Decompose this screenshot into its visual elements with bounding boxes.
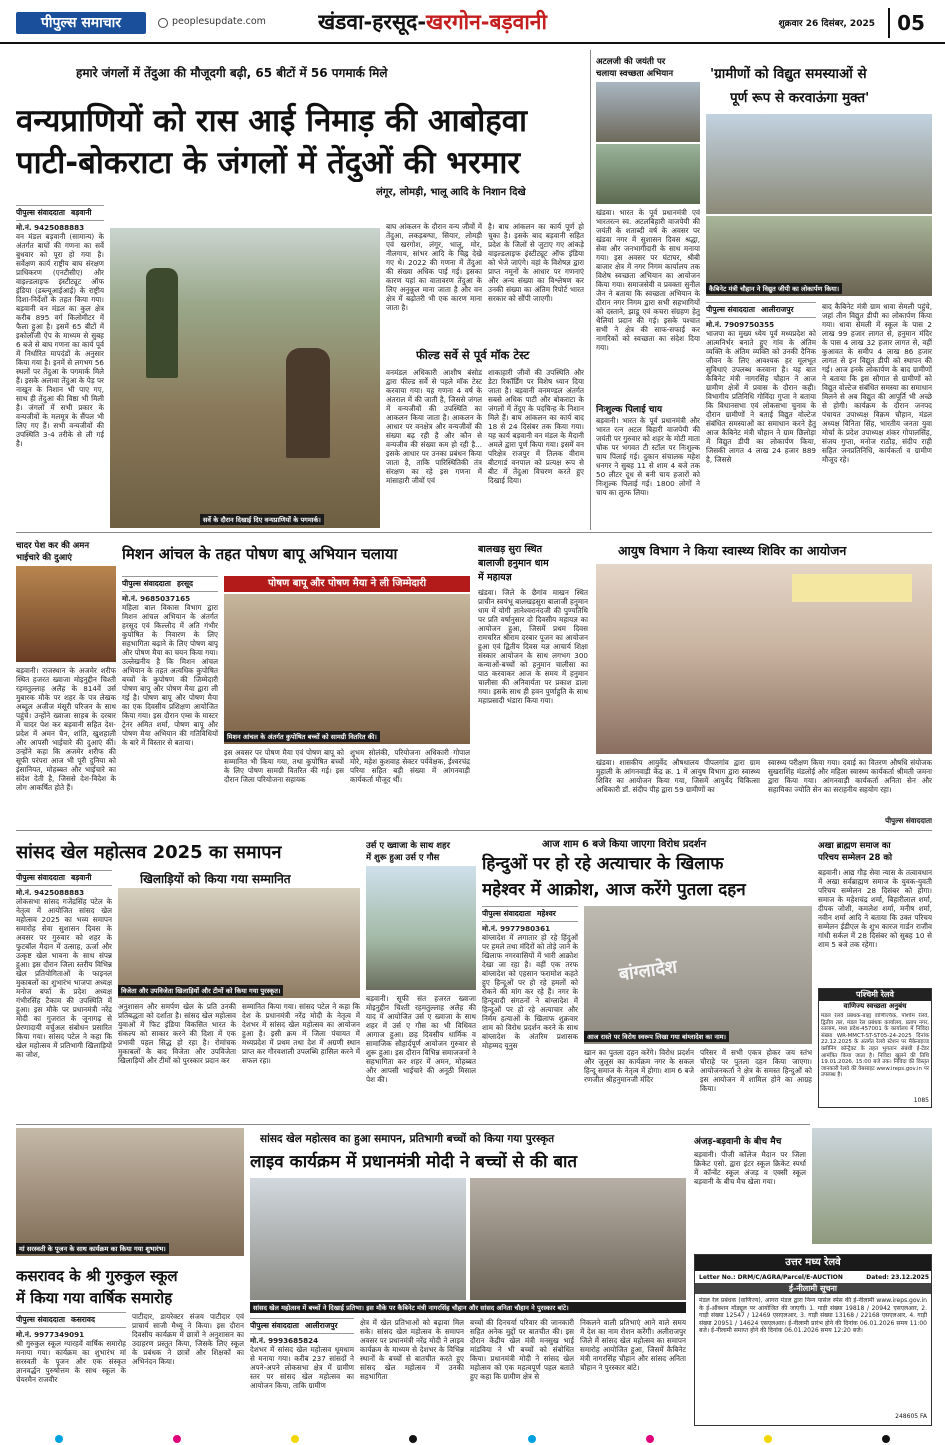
hindu-road-text: बांग्लादेश [617, 956, 679, 986]
hindu-byline: पीपुल्स संवाददाता महेश्वर [482, 906, 578, 922]
ayush-body: खंडवा। शासकीय आयुर्वेद औषधालय पीपलगांव द्वारा ग्राम मुहाली के आंगनवाड़ी केंद्र क्र. 1 में आयुष विभाग द्वारा स्वास्थ्य शिविर का आयोजन किया गया, जिसमें आयुर्वेद चिकित्सा अधिकारी डॉ. संदीप पीह द्वारा 59 ग्रामीणों का [596, 758, 760, 794]
live-body-1: देशभर में सांसद खेल महोत्सव धूमधाम से मनाया गया। करीब 237 सांसदों ने अपने-अपने लोकसभा क्षेत्र में ग्रामीण स्तर पर सांसद खेल महोत्सव का आयोजन किया, ताकि ग्रामीण [250, 1345, 354, 1390]
lead-photo-forest [110, 228, 380, 528]
lead-photo-officer-2 [286, 348, 330, 458]
railway-ad1-title: पश्चिमी रेलवे [819, 989, 931, 1001]
live-headline: लाइव कार्यक्रम में प्रधानमंत्री मोदी ने बच्चों से की बात [250, 1152, 578, 1172]
balkhad-headline-3: में महायज्ञ [478, 572, 512, 583]
registration-mark [646, 1435, 654, 1443]
live-photo-1 [250, 1178, 466, 1300]
registration-mark [528, 1435, 536, 1443]
ayush-photo-numbers [792, 574, 912, 602]
ayush-photo [596, 564, 932, 754]
ayush-body-2: स्वास्थ्य परीक्षण किया गया। दवाई का वितरण औषधि संयोजक सुखराशिंह मंडलोई और महिला स्वास्थ्य कार्यकर्ता श्रीमती जमना द्वारा किया गया। आंगनवाड़ी कार्यकर्ता अनिता सेन और सहायिका ज्योति सेन का सराहनीय सहयोग रहा। [768, 758, 932, 794]
hindu-kicker: आज शाम 6 बजे किया जाएगा विरोध प्रदर्शन [542, 839, 707, 850]
sansad-photo [118, 888, 360, 998]
kasrawad-headline-2: में किया गया वार्षिक समारोह [16, 1289, 173, 1307]
lead-col-5 [386, 368, 482, 528]
lead-mobile: मो.नं. 9425088883 [16, 223, 85, 232]
live-photo-caption: सांसद खेल महोत्सव में बच्चों ने दिखाई प्रतिभा। इस मौके पर कैबिनेट मंत्री नागरसिंह चौहान और सांसद अनिता चौहान ने पुरस्कार बांटे। [250, 1302, 686, 1313]
balkhad-headline-1: बालखड़ सुरा स्थित [478, 544, 543, 555]
lead-body-4: वनमंडल अधिकारी आशीष बंसोड द्वारा फील्ड सर्वे से पहले मॉक टेस्ट करवाया गया। यह गणना 4 वर्ष के अंतराल में की जाती है, जिससे जंगल में वन्यजीवों की उपस्थिति का आकलन किया जाता है। आकलन के आधार पर वनक्षेत्र और वन्यजीवों की संख्या बढ़ रही है और कौन से वन्यजीव की संख्या कम हो रही है... इसके आधार पर उनका प्रबंधन किया जाता है, ताकि पारिस्थितिकी तंत्र संरक्षण का रहे इस गणना में मांसाहारी जीवों एवं [386, 368, 482, 485]
gramin-headline-1: 'ग्रामीणों को विद्युत समस्याओं से [710, 66, 867, 82]
hindu-story [482, 834, 812, 1120]
gramin-story [706, 50, 932, 530]
masthead [0, 0, 945, 44]
chadar-body: बड़वानी। राजस्थान के अजमेर शरीफ स्थित हजरत ख्वाजा मोइनुद्दीन चिश्ती रहमतुल्लाह अलैह के 814वें उर्स मुबारक मौके पर शहर के पत्र लेखक अब्दुल अजीज मंसूरी परिजन के साथ पहुंचे। उन्होंने ख्वाजा साहब के दरबार में चादर पेश कर बड़वानी सहित देश-प्रदेश में अमन चैन, शांति, खुशहाली और आपसी भाईचारे की दुआएं कीं। उन्होंने कहा कि अजमेर शरीफ की सूफी परंपरा आज भी पूरी दुनिया को इंसानियत, मोहब्बत और भाईचारे का संदेश देती है, जिससे देश-विदेश के लोग आकर्षित होते हैं। [16, 666, 116, 792]
mission-photo [224, 594, 470, 744]
sansad-byline: पीपुल्स संवाददाता बड़वानी [16, 870, 112, 886]
railway-ad1-body: मंडल रेलवे प्रबंधक-बाह्य वाणिज्यिक, पश्चिम रेलवे, द्वितीय तल, मंडल रेल प्रबंधक कार्यालय, प्रताप नगर, रतलाम, मध्य प्रदेश-457001 के कार्यालय में निविदा संख्या WR-MMCT-ST-ST05-24-2025 दिनांक 22.12.2025 के अंतर्गत रेलवे स्टेशन पर मैकेनाइज्ड क्लीनिंग कॉन्ट्रैक्ट के तहत भुगतान संबंधी ई-टेंडर आमंत्रित किया जाता है। निविदा खुलने की तिथि 19.01.2026, 15:00 बजे तक। निविदा की विस्तृत जानकारी रेलवे की वेबसाइट www.ireps.gov.in पर उपलब्ध है। [821, 1013, 929, 1079]
live-mobile: मो.नं. 9993685824 [250, 1336, 319, 1345]
lead-body-1: वन मंडल बड़वानी (सामान्य) के अंतर्गत बाघों की गणना का सर्वे बुधवार को पूरा हो गया है। सर्वेक्षण कार्य राष्ट्रीय बाघ संरक्षण प्राधिकरण (एनटीसीए) और वाइल्डलाइफ इंस्टीट्यूट ऑफ इंडिया (डब्ल्यूआईआई) के राष्ट्रीय दिशा-निर्देशों के तहत किया गया। बड़वानी वन मंडल का कुल क्षेत्र करीब 895 वर्ग किलोमीटर में फैला हुआ है। इसमें 65 बीटों में इकोलॉजी ऐप के माध्यम से सुबह 6 बजे से बाघ गणना का कार्य पूर्व में निर्धारित मापदंडों के अनुसार किया गया है। इनमें से लगभग 56 स्थलों पर तेंदुआ के पगमार्क मिले हैं। इसके अलावा तेंदुआ के पेड़ पर नाखून के निशान भी पाए गए, साथ ही तेंदुआ की विष्ठा भी मिली है। जंगलों में सभी प्रकार के वन्यजीवों के मलमूत्र के सैंपल भी लिए गए हैं। सभी वन्यजीवों की उपस्थिति 3-4 तरीके से ली गई है। [16, 232, 104, 448]
lead-col-4 [488, 222, 584, 356]
railway-ad2-dated: Dated: 23.12.2025 [866, 1274, 929, 1281]
urs-photo [366, 866, 476, 990]
hindu-body-1: बांग्लादेश में लगातार हो रहे हिंदुओं पर हमले तथा मंदिरों को तोड़े जाने के खिलाफ नगरवासियों में भारी आक्रोश देखा जा रहा है। वहीं एक तरफ बांग्लादेश को एहसान फरामोश कहते हुए हिन्दूओं पर हो रहे हमलों को रोकने की मांग कर रहे हैं। नगर के हिन्दूवादी संगठनों ने बांग्लादेश में हिन्दूओं पर हो रहे अत्याचार और निर्मम हत्याओं के खिलाफ शुक्रवार शाम को विरोध प्रदर्शन करने के साथ बांग्लादेश के अंतरिम प्रशासक मोहम्मद यूनुस [482, 933, 578, 1050]
hindu-headline-2: महेश्वर में आक्रोश, आज करेंगे पुतला दहन [482, 880, 746, 900]
anjad-photo [812, 1128, 932, 1244]
kasrawad-headline-1: कसरावद के श्री गुरुकुल स्कूल [16, 1267, 178, 1285]
urs-body: बड़वानी। सूफी संत हजरत ख्वाजा मोइनुद्दीन चिश्ती रहमतुल्लाह अलैह की याद में आयोजित उर्स ए ख्वाजा के साथ शहर में उर्स ए गौस का भी विधिवत आगाज हुआ। छह दिवसीय धार्मिक व सामाजिक सौहार्दपूर्ण आयोजन गुरुवार से शुरू हुआ। इस दौरान विभिन्न समाजजनों ने सहभागिता कर शहर में अमन, मोहब्बत और आपसी भाईचारे की अनूठी मिसाल पेश की। [366, 994, 476, 1084]
lead-headline-2: पाटी-बोकराटा के जंगलों में तेंदुओं की भरमार [16, 145, 521, 181]
railway-ad-western [818, 988, 932, 1108]
brahmin-headline-1: अखा ब्राह्मण समाज का [818, 841, 891, 851]
divider-horizontal-2 [16, 830, 932, 831]
masthead-date: शुक्रवार 26 दिसंबर, 2025 [778, 19, 875, 29]
ayush-story [596, 536, 932, 826]
lead-photo-caption: सर्वे के दौरान दिखाई दिए वन्यप्राणियों के पगमार्क। [200, 514, 324, 525]
registration-mark [882, 1435, 890, 1443]
ayush-headline: आयुष विभाग ने किया स्वास्थ्य शिविर का आयोजन [618, 543, 847, 558]
hindu-body-3: परिसर में सभी एकत्र होकर जय स्तंभ चौराहे पर पुतला दहन किया जाएगा। आयोजनकर्ता ने क्षेत्र के समस्त हिन्दुओं को इस आयोजन में शामिल होने का आग्रह किया। [700, 1048, 812, 1093]
lead-subhead: लंगूर, लोमड़ी, भालू आदि के निशान दिखे [376, 187, 526, 198]
mission-mobile: मो.नं. 9685037165 [122, 594, 191, 603]
anjad-story [694, 1134, 806, 1252]
railway-ad2-body: मंडल रेल प्रबंधक (वाणिज्य), आगरा मंडल द्वारा निम्न पार्सल स्पेस की ई-नीलामी www.ireps.gov.in के ई-ऑक्शन मॉड्यूल पर आयोजित की जाएगी। 1. गाड़ी संख्या 19818 / 20942 एसएलआर, 2. गाड़ी संख्या 12547 / 12469 एसएलआर, 3. गाड़ी संख्या 13168 / 22168 एसएलआर, 4. गाड़ी संख्या 20951 / 14624 एसएलआर। ई-नीलामी प्रारंभ होने की दिनांक 06.01.2026 समय 11:00 बजे। ई-नीलामी समाप्त होने की दिनांक 06.01.2026 समय 12:20 बजे। [699, 1297, 927, 1335]
mission-body-1: महिला बाल विकास विभाग द्वारा मिशन आंचल अभियान के अंतर्गत हरसूद एवं किल्लौद में अति गंभीर कुपोषित के निवारण के लिए सहभागिता बढ़ाने के लिए पोषण बापू और पोषण मैया का चयन किया गया। उल्लेखनीय है कि मिशन आंचल अभियान के तहत अत्यधिक कुपोषित बच्चों के कुपोषण की जिम्मेदारी पोषण बापू और पोषण मैया द्वारा ली गई है। पोषण बापू और पोषण मैया का एक दिवसीय प्रशिक्षण आयोजित किया गया। इस दौरान एम्स के मास्टर ट्रेनर अमित शर्मा, पोषण बापू और पोषण मैया अभियान की गतिविधियों के बारे में विस्तार से बताया। [122, 603, 218, 747]
atal-body-2: बड़वानी। भारत के पूर्व प्रधानमंत्री और भारत रत्न अटल बिहारी वाजपेयी की जयंती पर गुरुवार को शहर के मोटी माता चौक पर भगवत टी स्टॉल पर निःशुल्क चाय पिलाई गई। दुकान संचालक महेश धनगर ने सुबह 11 से शाम 4 बजे तक 50 लीटर दूध से बनी चाय हजारों को निःशुल्क पिलाई गई। 1800 लोगों ने चाय का लुत्फ लिया। [596, 416, 700, 497]
page-number: 05 [888, 8, 932, 38]
ayush-byline: पीपुल्स संवाददाता [885, 816, 932, 825]
sansad-headline: सांसद खेल महोत्सव 2025 का समापन [16, 842, 282, 863]
divider-horizontal-1 [16, 532, 932, 533]
divider-horizontal-3 [16, 1124, 810, 1125]
sansad-mobile: मो.नं. 9425088883 [16, 888, 85, 897]
kasrawad-body-1: श्री गुरुकुल स्कूल ग्यारहवें वार्षिक समारोह मनाया गया। कार्यक्रम का शुभारंभ मां सरस्वती के पूजन और एक संस्कृत ज्ञानवर्द्धन पुरुषोत्तम के साथ स्कूल के चेयरमैन राजवीर [16, 1339, 126, 1384]
lead-col-1 [16, 205, 104, 525]
brahmin-story [818, 834, 932, 984]
registration-mark [409, 1435, 417, 1443]
chadar-headline-2: भाईचारे की दुआएं [16, 553, 72, 563]
sansad-subhead: खिलाड़ियों को किया गया सम्मानित [140, 872, 291, 886]
hindu-photo-caption: आज रास्ते पर विरोध स्वरूप लिखा गया बांग्लादेश का नाम। [584, 1031, 729, 1042]
registration-mark [55, 1435, 63, 1443]
mission-body-3: शुभम सोलंकी, परियोजना अधिकारी गोपाल मोरे, महेश कुशवाह सेक्टर पर्यवेक्षक, ईश्वरचंद्र परिया सहित बड़ी संख्या में आंगनवाड़ी कार्यकर्ता मौजूद थीं। [350, 748, 470, 784]
mission-story [122, 536, 470, 826]
live-kicker: सांसद खेल महोत्सव का हुआ समापन, प्रतिभागी बच्चों को किया गया पुरस्कृत [260, 1133, 555, 1145]
kasrawad-mobile: मो.नं. 9977349091 [16, 1330, 85, 1339]
live-body-2: क्षेत्र में खेल प्रतिभाओं को बढ़ावा मिल सके। सांसद खेल महोत्सव के समापन अवसर पर प्रधानमंत्री नरेंद्र मोदी ने लाइव कार्यक्रम के माध्यम से देशभर के विभिन्न स्थानों के बच्चों से बातचीत करते हुए सांसद खेल महोत्सव में उनकी सहभागिता [360, 1318, 464, 1381]
urs-story [366, 834, 476, 1120]
kasrawad-col-1 [16, 1312, 126, 1424]
mission-photo-caption: मिशन आंचल के अंतर्गत कुपोषित बच्चों को सामग्री वितरित की। [224, 731, 380, 742]
anjad-body: बड़वानी। पीजी कॉलेज मैदान पर जिला क्रिकेट एसो. द्वारा इंटर स्कूल क्रिकेट स्पर्धा में कॉन्वेंट स्कूल अंजड़ व एक्सी स्कूल बड़वानी के बीच मैच खेला गया। [694, 1150, 806, 1186]
lead-body-3: है। बाघ आंकलन का कार्य पूर्ण हो चुका है। इसके बाद बड़वानी सहित प्रदेश के जिलों से जुटाए गए आंकड़े वाइल्डलाइफ इंस्टीट्यूट ऑफ इंडिया को भेजे जाएंगे। वहां के विशेषज्ञ द्वारा प्राप्त नमूनों के आधार पर गणनाएं और अन्य संख्या का विश्लेषण कर उनकी संख्या का अंतिम रिपोर्ट भारत सरकार को सौंपी जाएगी। [488, 222, 584, 303]
gramin-byline: पीपुल्स संवाददाता आलीराजपुर [706, 302, 816, 318]
lead-byline: पीपुल्स संवाददाता बड़वानी [16, 205, 104, 221]
brahmin-headline-2: परिचय सम्मेलन 28 को [818, 853, 893, 863]
hindu-mobile: मो.नं. 9977980361 [482, 924, 551, 933]
gramin-photo-top [706, 114, 932, 214]
lead-headline-1: वन्यप्राणियों को रास आई निमाड़ की आबोहवा [16, 103, 527, 139]
globe-icon [158, 18, 168, 28]
gramin-col-1 [706, 302, 816, 530]
sansad-body-3: सम्मानित किया गया। सांसद पटेल ने कहा कि देश के प्रधानमंत्री नरेंद्र मोदी के नेतृत्व में देशभर में सांसद खेल महोत्सव का आयोजन हुआ है। इसी क्रम में जिला पंचायत में मध्यप्रदेश में प्रथम तथा देश में अग्रणी स्थान प्राप्त कर गौरवशाली उपलब्धि हासिल करने में सफल रहा। [242, 1002, 360, 1065]
edition-part-1: खंडवा-हरसूद- [318, 10, 427, 34]
mission-redbar: पोषण बापू और पोषण मैया ने ली जिम्मेदारी [224, 576, 470, 592]
hindu-body-2: खान का पुतला दहन करेंगे। विरोध प्रदर्शन और जुलूस का कार्यक्रम नगर के सकल हिन्दू समाज के नेतृत्व में होगा। शाम 6 बजे रणजीत श्रीहनुमानजी मंदिर [584, 1048, 694, 1084]
urs-headline-1: उर्स ए ख्वाजा के साथ शहर [366, 841, 451, 851]
lead-body-2: बाघ आंकलन के दौरान वन्य जीवों में तेंदुआ, लकड़बग्घा, सियार, लोमड़ी एवं खरगोश, लंगूर, भालू, मोर, नीलगाय, सांभर आदि के चिह्न देखे गए थे। 2022 की गणना में तेंदुआ की संख्या अधिक पाई गई। इसका कारण यहां का वातावरण तेंदुआ के लिए अनुकूल माना जाता है और वन क्षेत्र में बढ़ोतरी भी एक कारण माना जाता है। [386, 222, 482, 312]
railway-ad2-letter: Letter No.: DRM/C/AGRA/Parcel/E-AUCTION [699, 1274, 843, 1281]
kasrawad-byline: पीपुल्स संवाददाता कसरावद [16, 1312, 126, 1328]
hindu-col-1 [482, 906, 578, 1120]
edition-title [318, 6, 678, 38]
urs-headline-2: में शुरू हुआ उर्स ए गौस [366, 853, 440, 863]
lead-body-5: शाकाहारी जीवों की उपस्थिति और डेटा रिकॉर्डिंग पर विशेष ध्यान दिया जाता है। बड़वानी वनमण्डल अंतर्गत सबसे अधिक पाटी और बोकराटा के जंगलों में तेंदुए के पदचिन्ह के निशान मिले हैं। बाघ आंकलन का कार्य बाद 18 से 24 दिसंबर तक किया गया। यह कार्य बड़वानी वन मंडल के मैदानी अमले द्वारा पूर्ण किया गया। इसमें वन परिक्षेत्र राजपुर में तिलक वीराम बीटगार्ड वनपाल को प्रत्यक्ष रूप से बीट में तेंदुआ विचरण करते हुए दिखाई दिया। [488, 368, 584, 485]
atal-kicker-2: चलाया स्वच्छता अभियान [596, 69, 674, 79]
chadar-photo [16, 566, 116, 662]
live-body-3: बच्चों की दिनचर्या परिवार की जानकारी सहित अनेक मुद्दों पर बातचीत की। इस दौरान केंद्रीय खेल मंत्री मनसुख भाई मांडविया ने भी बच्चों को संबोधित किया। प्रधानमंत्री मोदी ने सांसद खेल महोत्सव को एक महत्वपूर्ण पहल बताते हुए कहा कि ग्रामीण क्षेत्र से [470, 1318, 574, 1381]
railway-ad1-subtitle: वाणिज्य स्वच्छता अनुबंध [843, 1002, 907, 1010]
live-byline: पीपुल्स संवाददाता आलीराजपुर [250, 1318, 354, 1334]
mission-body-2: इस अवसर पर पोषण मैया एवं पोषण बापू को सम्मानित भी किया गया, तथा कुपोषित बच्चों के लिए पोषण सामग्री वितरित की गई। इस दौरान जिला परियोजना सहायक [224, 748, 344, 784]
gramin-body-2: बाद कैबिनेट मंत्री ग्राम धावा सेमली पहुंचे, जहां तीन विद्युत डीपी का लोकार्पण किया गया। धावा सेमली में स्कूल के पास 2 लाख 99 हजार लागत से, हनुमान मंदिर के पास 4 लाख 32 हजार लागत से, वहीं कुआवत के समीप 4 लाख 86 हजार लागत से इन विद्युत डीपी को स्थापन की गई। आज इनके लोकार्पण के बाद ग्रामीणों ने बताया कि इस सौगात से ग्रामीणों को विद्युत वोल्टेज संबंधित समस्या का समाधान मिलने से अब विद्युत की आपूर्ति भी अच्छे से होगी। कार्यक्रम के दौरान जनपद पंचायत उपाध्यक्ष विक्रम चौहान, मंडल अध्यक्ष विनिता सिंह, भारतीय जनता युवा मोर्चा के प्रदेश उपाध्यक्ष शंकर गोपालसिंह, संजय गुप्ता, मनोज राठौड़, संदीप राही सहित जनप्रतिनिधि, कार्यकर्ता व ग्रामीण मौजूद रहे। [822, 302, 932, 464]
atal-story [596, 50, 700, 530]
atal-photo-2 [596, 144, 700, 204]
railway-ad2-subtitle: ई-नीलामी सूचना [695, 1283, 931, 1294]
hindu-headline-1: हिन्दुओं पर हो रहे अत्याचार के खिलाफ [482, 854, 724, 874]
registration-mark [764, 1435, 772, 1443]
gramin-photo-caption: कैबिनेट मंत्री चौहान ने विद्युत जीपी का लोकार्पण किया। [706, 283, 842, 294]
sansad-story [16, 834, 360, 1120]
railway-ad-north-central [694, 1254, 932, 1426]
lead-col-6 [488, 368, 584, 528]
kasrawad-photo [16, 1128, 244, 1256]
chadar-headline-1: चादर पेश कर की अमन [16, 541, 90, 551]
live-story [250, 1128, 686, 1424]
balkhad-body: खंडवा। जिले के छैगांव माखन स्थित प्राचीन स्वयंभू बालखड़सुरा बालाजी हनुमान धाम में योगी ज्ञानेश्वरानंदजी की पुण्यतिथि पर प्रति वर्षानुसार दो दिवसीय महायज्ञ का आयोजन हुआ, जिसमें प्रथम दिवस रामचरित श्रीराम दरबार पूजन का आयोजन हुआ एवं द्वितीय दिवस यज्ञ आचार्य शिक्षा संस्कार आयोजन के साथ लगभग 300 कन्याओं-बच्चों को हनुमान चालीसा का पाठ करवाकर आज के समय में हनुमान चालीसा की अनिवार्यता पर प्रकाश डाला गया। इसके साथ ही हवन पुर्णाहुति के साथ महाप्रसादी भंडारा किया गया। [478, 588, 588, 705]
atal-photo-1 [596, 82, 700, 142]
mission-headline: मिशन आंचल के तहत पोषण बापू अभियान चलाया [122, 545, 398, 563]
balkhad-story [478, 536, 588, 826]
chadar-story [16, 536, 116, 826]
brahmin-body: बड़वानी। आद्य गौड़ सेवा न्यास के तत्वावधान में अखा सर्वब्राह्मण समाज के युवक-युवती परिचय सम्मेलन 28 दिसंबर को होगा। समाज के महेशचंद्र शर्मा, बिहारीलाल शर्मा, दीपक जोशी, कमलेश शर्मा, मनीष शर्मा, नवीन शर्मा आदि ने बताया कि उक्त परिचय सम्मेलन ईडीएल के शुभ कारज गार्डन राजीव गांधी सर्कल में 28 दिसंबर को सुबह 10 से शाम 5 बजे तक रहेगा। [818, 868, 932, 949]
gramin-col-2 [822, 302, 932, 530]
sansad-photo-caption: विजेता और उपविजेता खिलाड़ियों और टीमों को किया गया पुरस्कृत। [118, 985, 283, 996]
balkhad-headline-2: बालाजी हनुमान धाम [478, 558, 549, 569]
railway-ad1-footer: 1085 [913, 1097, 929, 1104]
mata-saraswati-caption: मां सरस्वती के पूजन के साथ कार्यक्रम का किया गया शुभारंभ। [16, 1243, 169, 1254]
gramin-mobile: मो.नं. 7909750355 [706, 320, 775, 329]
divider-vertical-1 [590, 50, 591, 530]
mission-byline: पीपुल्स संवाददाता हरसूद [122, 576, 218, 592]
kasrawad-body-2: पाटीदार, डायरेक्टर संजय पाटीदार एवं प्राचार्य साजी मैथ्यू ने किया। इस दौरान दिवसीय कार्यक्रम में छात्रों ने अनुशासन का उदाहरण प्रस्तुत किया, जिसके लिए स्कूल के प्रबंधक ने छात्रों और शिक्षकों का अभिनंदन किया। [132, 1312, 244, 1366]
gramin-photo-bottom [706, 216, 932, 296]
masthead-logo: पीपुल्स समाचार [16, 12, 146, 34]
sansad-body-2: अनुशासन और समर्पण खेल के प्रति उनकी प्रतिबद्धता को दर्शाता है। सांसद खेल महोत्सव युवाओं में फिट इंडिया विकसित भारत के संकल्प को साकार करने की दिशा में एक प्रभावी पहल सिद्ध हो रहा है। रोमांचक मुकाबलों के बाद विजेता और उपविजेता खिलाड़ियों और टीमों को पुरस्कार प्रदान कर [118, 1002, 236, 1065]
hindu-photo-road [584, 906, 812, 1044]
lead-kicker: हमारे जंगलों में तेंदुआ की मौजूदगी बढ़ी, 65 बीटों में 56 पगमार्क मिले [76, 66, 388, 80]
sansad-body-1: लोकसभा सांसद गजेंद्रसिंह पटेल के नेतृत्व में आयोजित सांसद खेल महोत्सव 2025 का भव्य समापन समारोह सेवा सुशासन दिवस के अवसर पर गुरुवार को शहर के फुटबॉल मैदान में उत्साह, ऊर्जा और उत्कृष्ट खेल भावना के साथ संपन्न हुआ। इस दौरान जिला स्तरीय विभिन्न खेल प्रतियोगिताओं के फाइनल मुकाबलों का शुभारंभ भाजपा अध्यक्ष मनोज बर्फा के प्रदेश अध्यक्ष गंभीरसिंह टैकाम की उपस्थिति में हुआ। इस मौके पर प्रधानमंत्री नरेंद्र मोदी का गुजरात के जूनागढ़ से प्रेरणादायी वर्चुअल संबोधन प्रसारित किया गया। सांसद पटेल ने कहा कि खेल महोत्सव में प्रतिभागी खिलाड़ियों का जोश, [16, 897, 112, 1059]
masthead-website[interactable]: peoplesupdate.com [172, 16, 266, 27]
railway-ad2-title: उत्तर मध्य रेलवे [695, 1255, 931, 1271]
lead-col-3 [386, 222, 482, 356]
sansad-col-1 [16, 870, 112, 1120]
mission-col-1 [122, 576, 218, 826]
lead-story [16, 50, 584, 528]
registration-mark [173, 1435, 181, 1443]
lead-photo-officer [146, 268, 178, 378]
kasrawad-story [16, 1128, 244, 1424]
atal-kicker-1: अटलजी की जयंती पर [596, 57, 666, 67]
print-color-bar [0, 1432, 945, 1445]
railway-ad2-footer: 248605 FA [895, 1413, 927, 1420]
atal-body: खंडवा। भारत के पूर्व प्रधानमंत्री एवं भारतरत्न स्व. अटलबिहारी वाजपेयी की जयंती के शताब्दी वर्ष के अवसर पर खंडवा नगर में सुशासन दिवस श्रद्धा, सेवा और जनभागीदारी के साथ मनाया गया। इस अवसर पर घंटाघर, श्रीबी बाजार क्षेत्र में नगर निगम कार्यालय तक विशेष स्वच्छता अभियान का आयोजन किया गया। समाजसेवी व प्रवक्ता सुनील जैन ने बताया कि स्वच्छता अभियान के दौरान नगर निगम द्वारा सभी सहभागियों को दस्ताने, झाडू एवं कचरा संग्रहण हेतु थैलियां प्रदान की गई। इसके पश्चात सभी ने क्षेत्र की साफ-सफाई कर नागरिकों को स्वच्छता का संदेश दिया गया। [596, 208, 700, 352]
atal-sub: निःशुल्क पिलाई चाय [596, 405, 663, 415]
edition-part-2: खरगोन-बड़वानी [426, 10, 547, 34]
gramin-headline-2: पूर्ण रूप से करवाऊंगा मुक्त' [730, 90, 870, 106]
lead-sub2: फील्ड सर्वे से पूर्व मॉक टेस्ट [416, 348, 530, 362]
registration-mark [291, 1435, 299, 1443]
live-body-4: निकलने वाली प्रतिभाएं आने वाले समय में देश का नाम रोशन करेंगी। अलीराजपुर जिले में सांसद खेल महोत्सव का समापन समारोह आयोजित हुआ, जिसमें कैबिनेट मंत्री नागरसिंह चौहान और सांसद अनिता चौहान ने पुरस्कार बांटे। [580, 1318, 686, 1372]
live-col-1 [250, 1318, 354, 1424]
gramin-body-1: भाजपा का मुख्य ध्येय पूर्व मध्यप्रदेश को आत्मनिर्भर बनाते हुए गांव के अंतिम व्यक्ति के अंतिम व्यक्ति को उनकी दैनिक जीवन के लिए आवश्यक हर मूलभूत सुविधाएं उपलब्ध करवाना है। यह बात कैबिनेट मंत्री नागरसिंह चौहान ने आज ग्रामीण क्षेत्रों में प्रवास के दौरान कही। विभागीय प्रतिनिधि गोविंदा गुप्ता ने बताया कि विधानसभा एवं लोकसभा चुनाव के दौरान ग्रामीणों ने बताई विद्युत वोल्टेज संबंधित समस्याओं का समाधान करने हेतु आज कैबिनेट मंत्री चौहान ने ग्राम छिलोड़ा में विद्युत डीपी का लोकार्पण किया, जिसकी लागत 4 लाख 24 हजार 889 है, जिससे [706, 329, 816, 464]
anjad-headline: अंजड़-बड़वानी के बीच मैच [694, 1137, 782, 1147]
live-photo-2 [470, 1178, 686, 1300]
